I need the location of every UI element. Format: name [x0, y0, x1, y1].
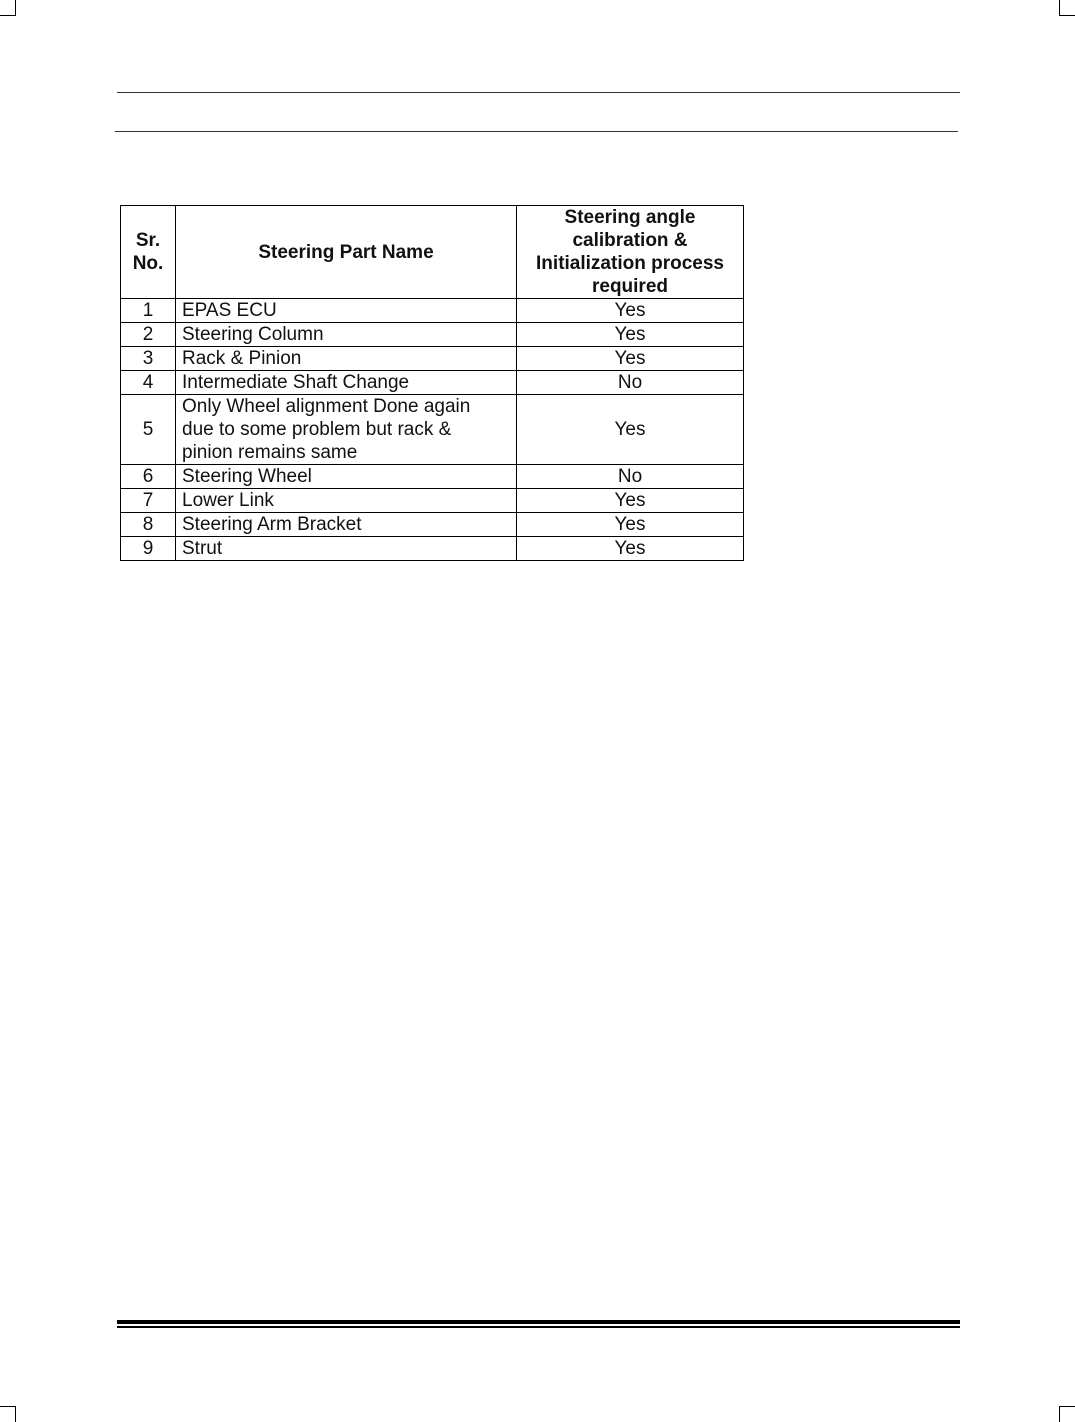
row-part-name: Only Wheel alignment Done again due to some problem but rack & pinion remains same	[176, 395, 517, 465]
steering-parts-table	[120, 205, 744, 561]
row-part-name: Strut	[176, 537, 517, 561]
table-row	[121, 371, 744, 395]
header-rule-upper	[117, 92, 960, 93]
row-part-name: Intermediate Shaft Change	[176, 371, 517, 395]
row-part-name: Steering Column	[176, 323, 517, 347]
footer-rule-thick	[117, 1320, 960, 1324]
row-sr-no: 4	[121, 371, 176, 395]
table-row	[121, 323, 744, 347]
row-sr-no: 7	[121, 489, 176, 513]
header-calibration-required: Steering angle calibration & Initialization process required	[517, 206, 744, 299]
row-sr-no: 8	[121, 513, 176, 537]
table-row	[121, 465, 744, 489]
row-sr-no: 6	[121, 465, 176, 489]
table-row	[121, 347, 744, 371]
row-required: No	[517, 465, 744, 489]
row-required: Yes	[517, 513, 744, 537]
table-row	[121, 299, 744, 323]
header-sr-no: Sr. No.	[121, 206, 176, 299]
header-rule-lower	[115, 131, 958, 132]
row-required: Yes	[517, 489, 744, 513]
row-sr-no: 5	[121, 395, 176, 465]
footer-rule-thin	[117, 1326, 960, 1328]
row-sr-no: 3	[121, 347, 176, 371]
crop-mark-bottom-left	[0, 1406, 16, 1422]
row-part-name: Rack & Pinion	[176, 347, 517, 371]
table-row	[121, 395, 744, 465]
row-part-name: Steering Wheel	[176, 465, 517, 489]
crop-mark-top-left	[0, 0, 16, 16]
row-required: Yes	[517, 323, 744, 347]
row-sr-no: 2	[121, 323, 176, 347]
row-part-name: Steering Arm Bracket	[176, 513, 517, 537]
crop-mark-bottom-right	[1059, 1406, 1075, 1422]
table-row	[121, 537, 744, 561]
table-row	[121, 513, 744, 537]
row-required: No	[517, 371, 744, 395]
row-sr-no: 9	[121, 537, 176, 561]
row-sr-no: 1	[121, 299, 176, 323]
table-row	[121, 489, 744, 513]
row-required: Yes	[517, 537, 744, 561]
table-header-row	[121, 206, 744, 299]
row-required: Yes	[517, 395, 744, 465]
row-required: Yes	[517, 347, 744, 371]
row-part-name: Lower Link	[176, 489, 517, 513]
row-part-name: EPAS ECU	[176, 299, 517, 323]
row-required: Yes	[517, 299, 744, 323]
crop-mark-top-right	[1059, 0, 1075, 16]
header-part-name: Steering Part Name	[176, 206, 517, 299]
